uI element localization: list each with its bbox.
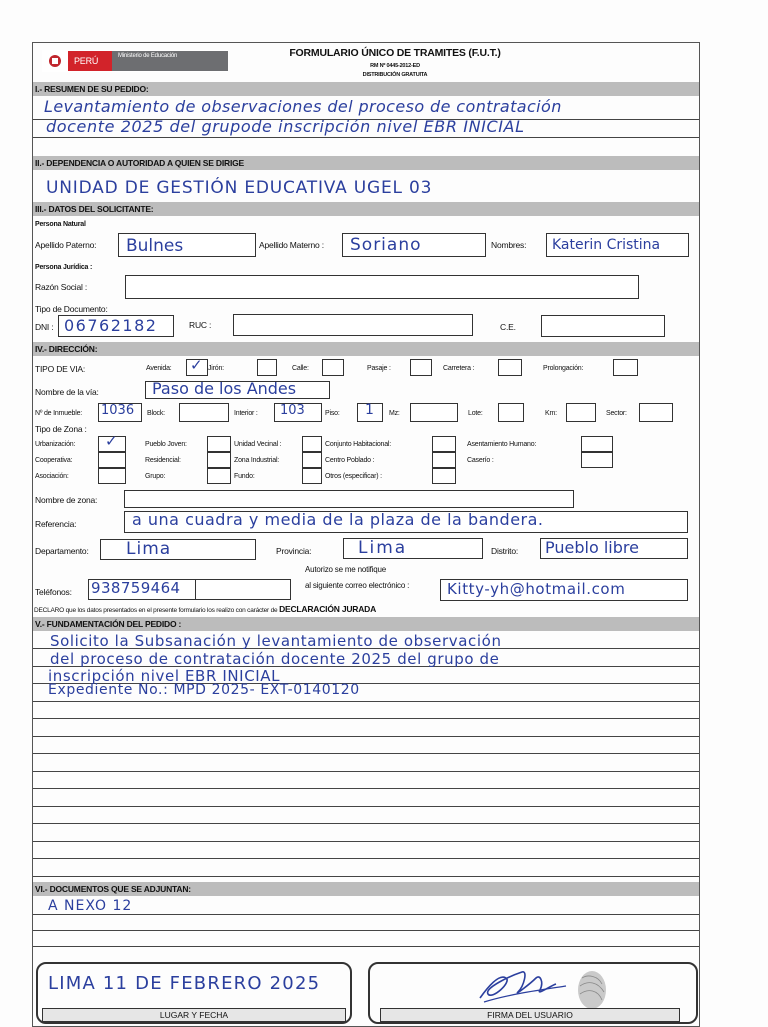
zona-grupo-checkbox[interactable] [207,468,231,484]
summary-line-1: Levantamiento de observaciones del proceso de contratación [44,97,562,116]
zona-otros-checkbox[interactable] [432,468,456,484]
nombre-zona-label: Nombre de zona: [35,495,98,505]
fundamentacion-line-3: inscripción nivel EBR INICIAL [48,667,281,685]
zona-asociacion-checkbox[interactable] [98,468,126,484]
nombre-via-label: Nombre de la vía: [35,387,99,397]
departamento-label: Departamento: [35,546,89,556]
logo-ministry-text: Ministerio de Educación [118,53,178,59]
zona-caserio-label: Caserío : [467,457,494,464]
via-carretera-checkbox[interactable] [498,359,522,376]
km-field[interactable] [566,403,596,422]
tipo-zona-label: Tipo de Zona : [35,424,87,434]
fundamentacion-line-4: Expediente No.: MPD 2025- EXT-0140120 [48,682,360,698]
writing-line [33,771,699,772]
section-4-title: IV.- DIRECCIÓN: [33,342,699,356]
form-distribution: DISTRIBUCIÓN GRATUITA [362,72,428,78]
via-jiron-label: Jirón: [208,365,224,372]
mz-field[interactable] [410,403,458,422]
zona-industrial-checkbox[interactable] [302,452,322,468]
zona-conjunto-checkbox[interactable] [432,436,456,452]
writing-line [33,946,699,947]
declaro-text [34,604,376,616]
form-title: FORMULARIO ÚNICO DE TRAMITES (F.U.T.) [289,47,501,59]
zona-fundo-label: Fundo: [234,473,255,480]
zona-asentamiento-label: Asentamiento Humano: [467,441,537,448]
apellido-paterno-value: Bulnes [126,236,184,256]
ruc-field[interactable] [233,314,473,336]
dni-value: 06762182 [64,316,158,335]
telefonos-label: Teléfonos: [35,587,72,597]
autorizo-text-1: Autorizo se me notifique [305,565,387,574]
sector-field[interactable] [639,403,673,422]
zona-fundo-checkbox[interactable] [302,468,322,484]
autorizo-text-2: al siguiente correo electrónico : [305,581,410,590]
via-prolongacion-label: Prolongación: [543,365,584,372]
zona-centro-poblado-checkbox[interactable] [432,452,456,468]
writing-line [33,736,699,737]
zona-cooperativa-label: Cooperativa: [35,457,73,464]
via-calle-label: Calle: [292,365,309,372]
ce-label: C.E. [500,322,516,332]
interior-label: Interior : [234,410,258,417]
zona-unidad-vecinal-label: Unidad Vecinal : [234,441,282,448]
logo-country-text: PERÚ [74,56,99,66]
block-field[interactable] [179,403,229,422]
tipo-via-label: TIPO DE VIA: [35,364,86,374]
summary-line-2: docente 2025 del grupode inscripción nivel EBR INICIAL [46,117,525,136]
km-label: Km: [545,410,557,417]
via-carretera-label: Carretera : [443,365,475,372]
correo-value: Kitty-yh@hotmail.com [447,580,626,598]
zona-asentamiento-checkbox[interactable] [581,436,613,452]
nombres-label: Nombres: [491,240,527,250]
provincia-value: Lima [358,538,408,558]
ce-field[interactable] [541,315,665,337]
signature-icon [470,964,610,1010]
zona-residencial-checkbox[interactable] [207,452,231,468]
section-1-title: I.- RESUMEN DE SU PEDIDO: [33,82,699,96]
departamento-field[interactable] [100,539,256,560]
writing-line [33,806,699,807]
writing-line [33,718,699,719]
ruc-label: RUC : [189,320,212,330]
zona-conjunto-label: Conjunto Habitacional: [325,441,392,448]
lote-label: Lote: [468,410,483,417]
writing-line [33,823,699,824]
writing-line [33,753,699,754]
firma-label: FIRMA DEL USUARIO [380,1008,680,1022]
piso-label: Piso: [325,410,340,417]
lugar-fecha-label: LUGAR Y FECHA [42,1008,346,1022]
section-6-title: VI.- DOCUMENTOS QUE SE ADJUNTAN: [33,882,699,896]
telefonos-field-2[interactable] [195,579,291,600]
dni-label: DNI : [35,322,54,332]
zona-grupo-label: Grupo: [145,473,166,480]
zona-residencial-label: Residencial: [145,457,181,464]
documentos-value: A NEXO 12 [48,898,133,914]
via-pasaje-checkbox[interactable] [410,359,432,376]
nombre-zona-field[interactable] [124,490,574,508]
writing-line [33,701,699,702]
fundamentacion-line-1: Solicito la Subsanación y levantamiento de observación [50,632,502,650]
authority-value: UNIDAD DE GESTIÓN EDUCATIVA UGEL 03 [46,178,433,198]
writing-line [33,788,699,789]
via-pasaje-label: Pasaje : [367,365,391,372]
via-prolongacion-checkbox[interactable] [613,359,638,376]
zona-pueblo-joven-checkbox[interactable] [207,436,231,452]
mz-label: Mz: [389,410,400,417]
zona-urbanizacion-label: Urbanización: [35,441,76,448]
zona-otros-label: Otros (especificar) : [325,473,382,480]
inmueble-label: Nº de Inmueble: [35,410,83,417]
writing-line [33,841,699,842]
zona-pueblo-joven-label: Pueblo Joven: [145,441,187,448]
departamento-value: Lima [126,539,172,559]
distrito-value: Pueblo libre [545,538,639,557]
provincia-label: Provincia: [276,546,312,556]
via-avenida-check: ✓ [190,356,203,374]
zona-unidad-vecinal-checkbox[interactable] [302,436,322,452]
via-calle-checkbox[interactable] [322,359,344,376]
zona-urbanizacion-check: ✓ [105,432,118,450]
writing-line [33,137,699,138]
piso-value: 1 [365,402,374,418]
nombre-via-value: Paso de los Andes [152,379,297,398]
zona-caserio-checkbox[interactable] [581,452,613,468]
nombres-value: Katerin Cristina [552,237,661,253]
apellido-paterno-label: Apellido Paterno: [35,240,97,250]
writing-line [33,914,699,915]
fundamentacion-line-2: del proceso de contratación docente 2025 del grupo de [50,650,500,668]
zona-centro-poblado-label: Centro Poblado : [325,457,375,464]
zona-asociacion-label: Asociación: [35,473,69,480]
referencia-label: Referencia: [35,519,77,529]
section-3-title: III.- DATOS DEL SOLICITANTE: [33,202,699,216]
writing-line [33,858,699,859]
via-avenida-label: Avenida: [146,365,172,372]
section-5-title: V.- FUNDAMENTACIÓN DEL PEDIDO : [33,617,699,631]
writing-line [33,930,699,931]
referencia-value: a una cuadra y media de la plaza de la bandera. [132,510,544,529]
zona-cooperativa-checkbox[interactable] [98,452,126,468]
telefonos-value: 938759464 [91,579,181,597]
razon-social-label: Razón Social : [35,282,88,292]
lugar-fecha-value: LIMA 11 DE FEBRERO 2025 [48,973,321,994]
razon-social-field[interactable] [125,275,639,299]
declaro-bold: DECLARACIÓN JURADA [279,604,377,614]
interior-value: 103 [280,403,305,418]
via-jiron-checkbox[interactable] [257,359,277,376]
tipo-documento-label: Tipo de Documento: [35,304,108,314]
block-label: Block: [147,410,165,417]
apellido-materno-label: Apellido Materno : [259,240,324,250]
form-rm: RM Nº 0445-2012-ED [370,63,420,69]
lote-field[interactable] [498,403,524,422]
inmueble-value: 1036 [101,403,135,418]
persona-natural-label: Persona Natural [35,221,86,228]
section-2-title: II.- DEPENDENCIA O AUTORIDAD A QUIEN SE DIRIGE [33,156,699,170]
apellido-materno-value: Soriano [350,235,422,255]
zona-industrial-label: Zona Industrial: [234,457,280,464]
writing-line [33,876,699,877]
declaro-prefix: DECLARO que los datos presentados en el presente formulario los realizo con carácter de [34,607,278,614]
persona-juridica-label: Persona Jurídica : [35,264,93,271]
sector-label: Sector: [606,410,627,417]
distrito-label: Distrito: [491,546,519,556]
